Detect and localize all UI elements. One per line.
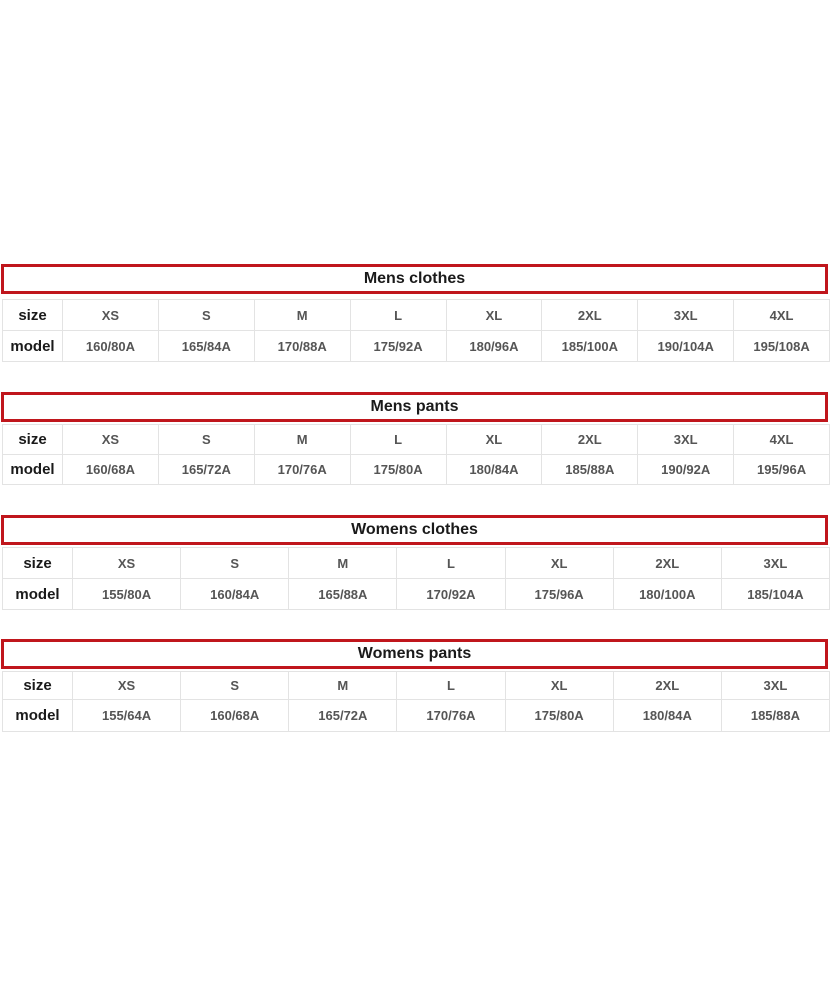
section-title: Mens pants (1, 392, 828, 422)
model-row (3, 331, 830, 362)
size-row (3, 672, 830, 700)
model-cell: 170/76A (397, 700, 505, 732)
size-cell: 3XL (638, 425, 734, 455)
model-cell: 165/84A (158, 331, 254, 362)
model-cell: 155/64A (73, 700, 181, 732)
model-cell: 170/76A (254, 455, 350, 485)
size-row-label: size (3, 425, 63, 455)
size-cell: XS (73, 548, 181, 579)
model-cell: 185/104A (721, 579, 829, 610)
model-cell: 185/100A (542, 331, 638, 362)
size-cell: XL (446, 425, 542, 455)
size-cell: L (397, 548, 505, 579)
model-row (3, 455, 830, 485)
size-cell: 4XL (734, 425, 830, 455)
model-cell: 175/92A (350, 331, 446, 362)
model-cell: 175/80A (505, 700, 613, 732)
model-row (3, 579, 830, 610)
size-cell: 3XL (638, 300, 734, 331)
model-cell: 160/80A (63, 331, 159, 362)
size-cell: XS (73, 672, 181, 700)
size-cell: 3XL (721, 672, 829, 700)
size-cell: S (181, 548, 289, 579)
model-cell: 190/104A (638, 331, 734, 362)
size-cell: S (181, 672, 289, 700)
model-row-label: model (3, 579, 73, 610)
size-row-label: size (3, 672, 73, 700)
size-row (3, 300, 830, 331)
model-cell: 180/96A (446, 331, 542, 362)
model-cell: 165/88A (289, 579, 397, 610)
size-cell: M (289, 672, 397, 700)
size-cell: L (397, 672, 505, 700)
model-cell: 160/68A (63, 455, 159, 485)
model-cell: 180/84A (446, 455, 542, 485)
section-title: Womens pants (1, 639, 828, 669)
size-cell: L (350, 425, 446, 455)
size-cell: S (158, 425, 254, 455)
model-cell: 160/68A (181, 700, 289, 732)
size-cell: XS (63, 300, 159, 331)
model-cell: 195/96A (734, 455, 830, 485)
model-cell: 155/80A (73, 579, 181, 610)
size-cell: 4XL (734, 300, 830, 331)
model-cell: 175/80A (350, 455, 446, 485)
model-cell: 195/108A (734, 331, 830, 362)
size-row-label: size (3, 548, 73, 579)
size-cell: 2XL (613, 672, 721, 700)
model-row (3, 700, 830, 732)
model-row-label: model (3, 700, 73, 732)
size-cell: XS (63, 425, 159, 455)
size-cell: S (158, 300, 254, 331)
model-cell: 180/100A (613, 579, 721, 610)
size-cell: M (254, 300, 350, 331)
size-table (2, 424, 830, 485)
size-row (3, 425, 830, 455)
model-cell: 165/72A (289, 700, 397, 732)
size-cell: XL (505, 548, 613, 579)
size-cell: XL (505, 672, 613, 700)
model-cell: 170/92A (397, 579, 505, 610)
section-title: Mens clothes (1, 264, 828, 294)
size-table (2, 671, 830, 732)
model-row-label: model (3, 331, 63, 362)
size-cell: M (289, 548, 397, 579)
size-cell: L (350, 300, 446, 331)
model-row-label: model (3, 455, 63, 485)
model-cell: 190/92A (638, 455, 734, 485)
size-table (2, 299, 830, 362)
model-cell: 180/84A (613, 700, 721, 732)
model-cell: 160/84A (181, 579, 289, 610)
size-table (2, 547, 830, 610)
model-cell: 165/72A (158, 455, 254, 485)
size-cell: 2XL (542, 425, 638, 455)
size-cell: 3XL (721, 548, 829, 579)
model-cell: 175/96A (505, 579, 613, 610)
size-row-label: size (3, 300, 63, 331)
size-cell: M (254, 425, 350, 455)
size-cell: 2XL (542, 300, 638, 331)
size-row (3, 548, 830, 579)
model-cell: 185/88A (542, 455, 638, 485)
size-cell: 2XL (613, 548, 721, 579)
section-title: Womens clothes (1, 515, 828, 545)
size-cell: XL (446, 300, 542, 331)
model-cell: 185/88A (721, 700, 829, 732)
model-cell: 170/88A (254, 331, 350, 362)
